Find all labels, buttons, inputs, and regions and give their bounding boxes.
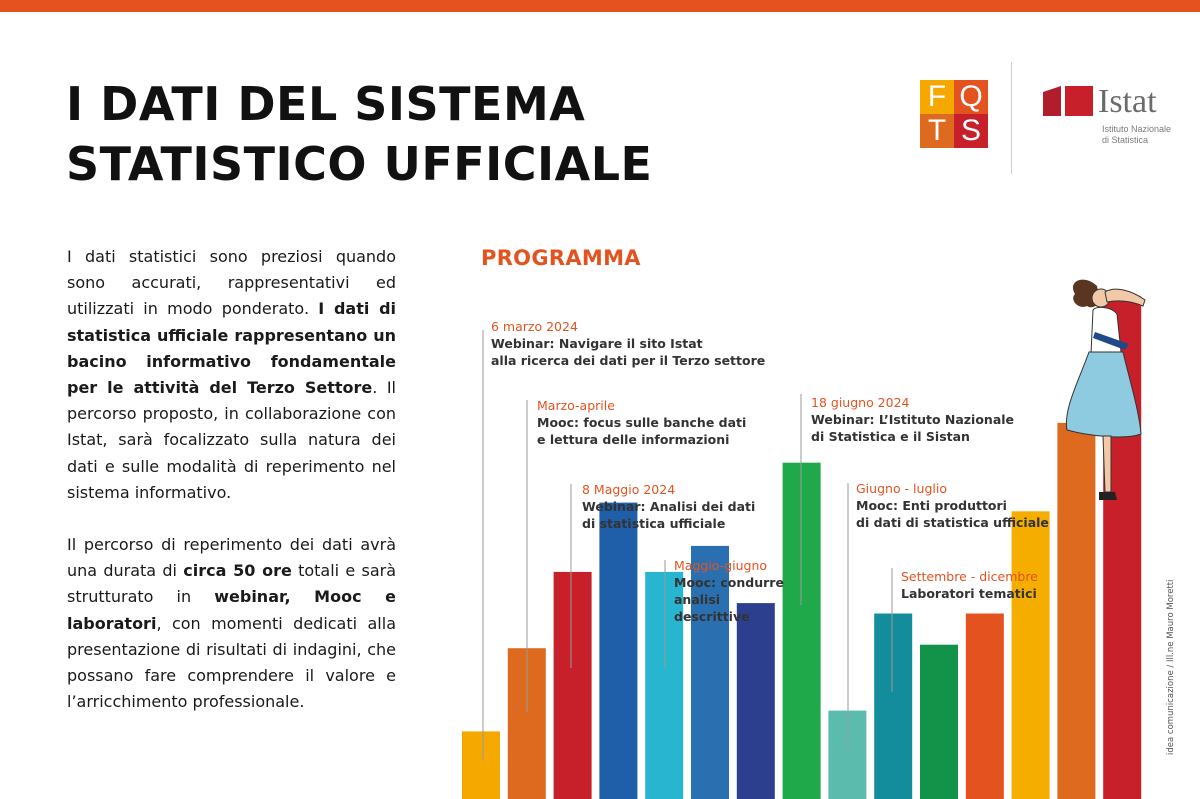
event-6-description: Mooc: Enti produttori di dati di statistica ufficiale xyxy=(856,498,1049,530)
event-7-description: Laboratori tematici xyxy=(901,586,1037,601)
event-6 xyxy=(856,480,1049,531)
page-title-line2: STATISTICO UFFICIALE xyxy=(66,137,653,191)
event-5-date: 18 giugno 2024 xyxy=(811,395,910,410)
event-4-date: Maggio-giugno xyxy=(674,558,768,573)
event-5 xyxy=(811,394,1014,445)
fqts-logo-letter-t: T xyxy=(920,114,954,148)
illustration-credit: idea comunicazione / Ill.ne Mauro Moretti xyxy=(1166,579,1176,755)
chart-bar-1 xyxy=(462,731,500,799)
event-2-date: Marzo-aprile xyxy=(537,398,615,413)
intro-p2-text-a: Il percorso di reperimento dei dati avrà una durata di xyxy=(67,535,396,581)
chart-bar-4 xyxy=(599,503,637,799)
event-7 xyxy=(901,568,1038,602)
bars-group xyxy=(462,296,1141,799)
event-5-description: Webinar: L’Istituto Nazionale di Statistica e il Sistan xyxy=(811,412,1015,444)
intro-p1-text-a: I dati statistici sono preziosi quando sono accurati, rappresentativi ed utilizzati in modo ponderato. xyxy=(67,247,396,319)
event-1-description: Webinar: Navigare il sito Istat alla ricerca dei dati per il Terzo settore xyxy=(491,336,766,368)
fqts-logo-letter-q: Q xyxy=(954,80,988,114)
event-2 xyxy=(537,397,746,448)
event-6-date: Giugno - luglio xyxy=(856,481,947,496)
chart-bar-11 xyxy=(920,645,958,799)
chart-bar-3 xyxy=(554,572,592,799)
page-title-line1: I DATI DEL SISTEMA xyxy=(66,77,586,131)
istat-logo-name: Istat xyxy=(1098,83,1157,120)
chart-bar-10 xyxy=(874,614,912,799)
event-2-description: Mooc: focus sulle banche dati e lettura delle informazioni xyxy=(537,415,747,447)
event-3-date: 8 Maggio 2024 xyxy=(582,482,676,497)
intro-p2-text-c: totali e sarà strutturato in xyxy=(67,561,397,607)
chart-bar-8 xyxy=(783,463,821,799)
event-1 xyxy=(491,318,765,369)
chart-bar-7 xyxy=(737,603,775,799)
istat-logo-subtitle-line1: Istituto Nazionale xyxy=(1102,124,1172,134)
programma-heading: PROGRAMMA xyxy=(481,246,641,270)
chart-bar-9 xyxy=(828,711,866,799)
intro-p1-text-c: . Il percorso proposto, in collaborazione con Istat, sarà focalizzato sulla natura dei dati e sulle modalità di reperimento nel sistema informativo. xyxy=(67,378,396,502)
event-3-description: Webinar: Analisi dei dati di statistica ufficiale xyxy=(582,499,756,531)
intro-p1-bold: I dati di statistica ufficiale rappresentano un bacino informativo fondamentale per le attività del Terzo Settore xyxy=(67,299,397,398)
event-4-description: Mooc: condurre analisi descrittive xyxy=(674,575,784,624)
chart-bar-13 xyxy=(1012,511,1050,799)
fqts-logo-letter-s: S xyxy=(954,114,988,148)
woman-looking-ahead-illustration xyxy=(1055,270,1155,510)
intro-p2-bold-hours: circa 50 ore xyxy=(183,561,292,581)
istat-logo-subtitle-line2: di Statistica xyxy=(1102,135,1149,145)
fqts-logo-letter-f: F xyxy=(920,80,954,114)
event-7-date: Settembre - dicembre xyxy=(901,569,1038,584)
intro-p2-bold-formats: webinar, Mooc e laboratori xyxy=(67,587,396,633)
chart-bar-12 xyxy=(966,614,1004,799)
event-4 xyxy=(674,557,784,625)
intro-p2-text-e: , con momenti dedicati alla presentazione di risultati di indagini, che possano fare comprendere il valore e l’arricchimento professionale. xyxy=(67,613,396,712)
event-1-date: 6 marzo 2024 xyxy=(491,319,578,334)
event-3 xyxy=(582,481,755,532)
